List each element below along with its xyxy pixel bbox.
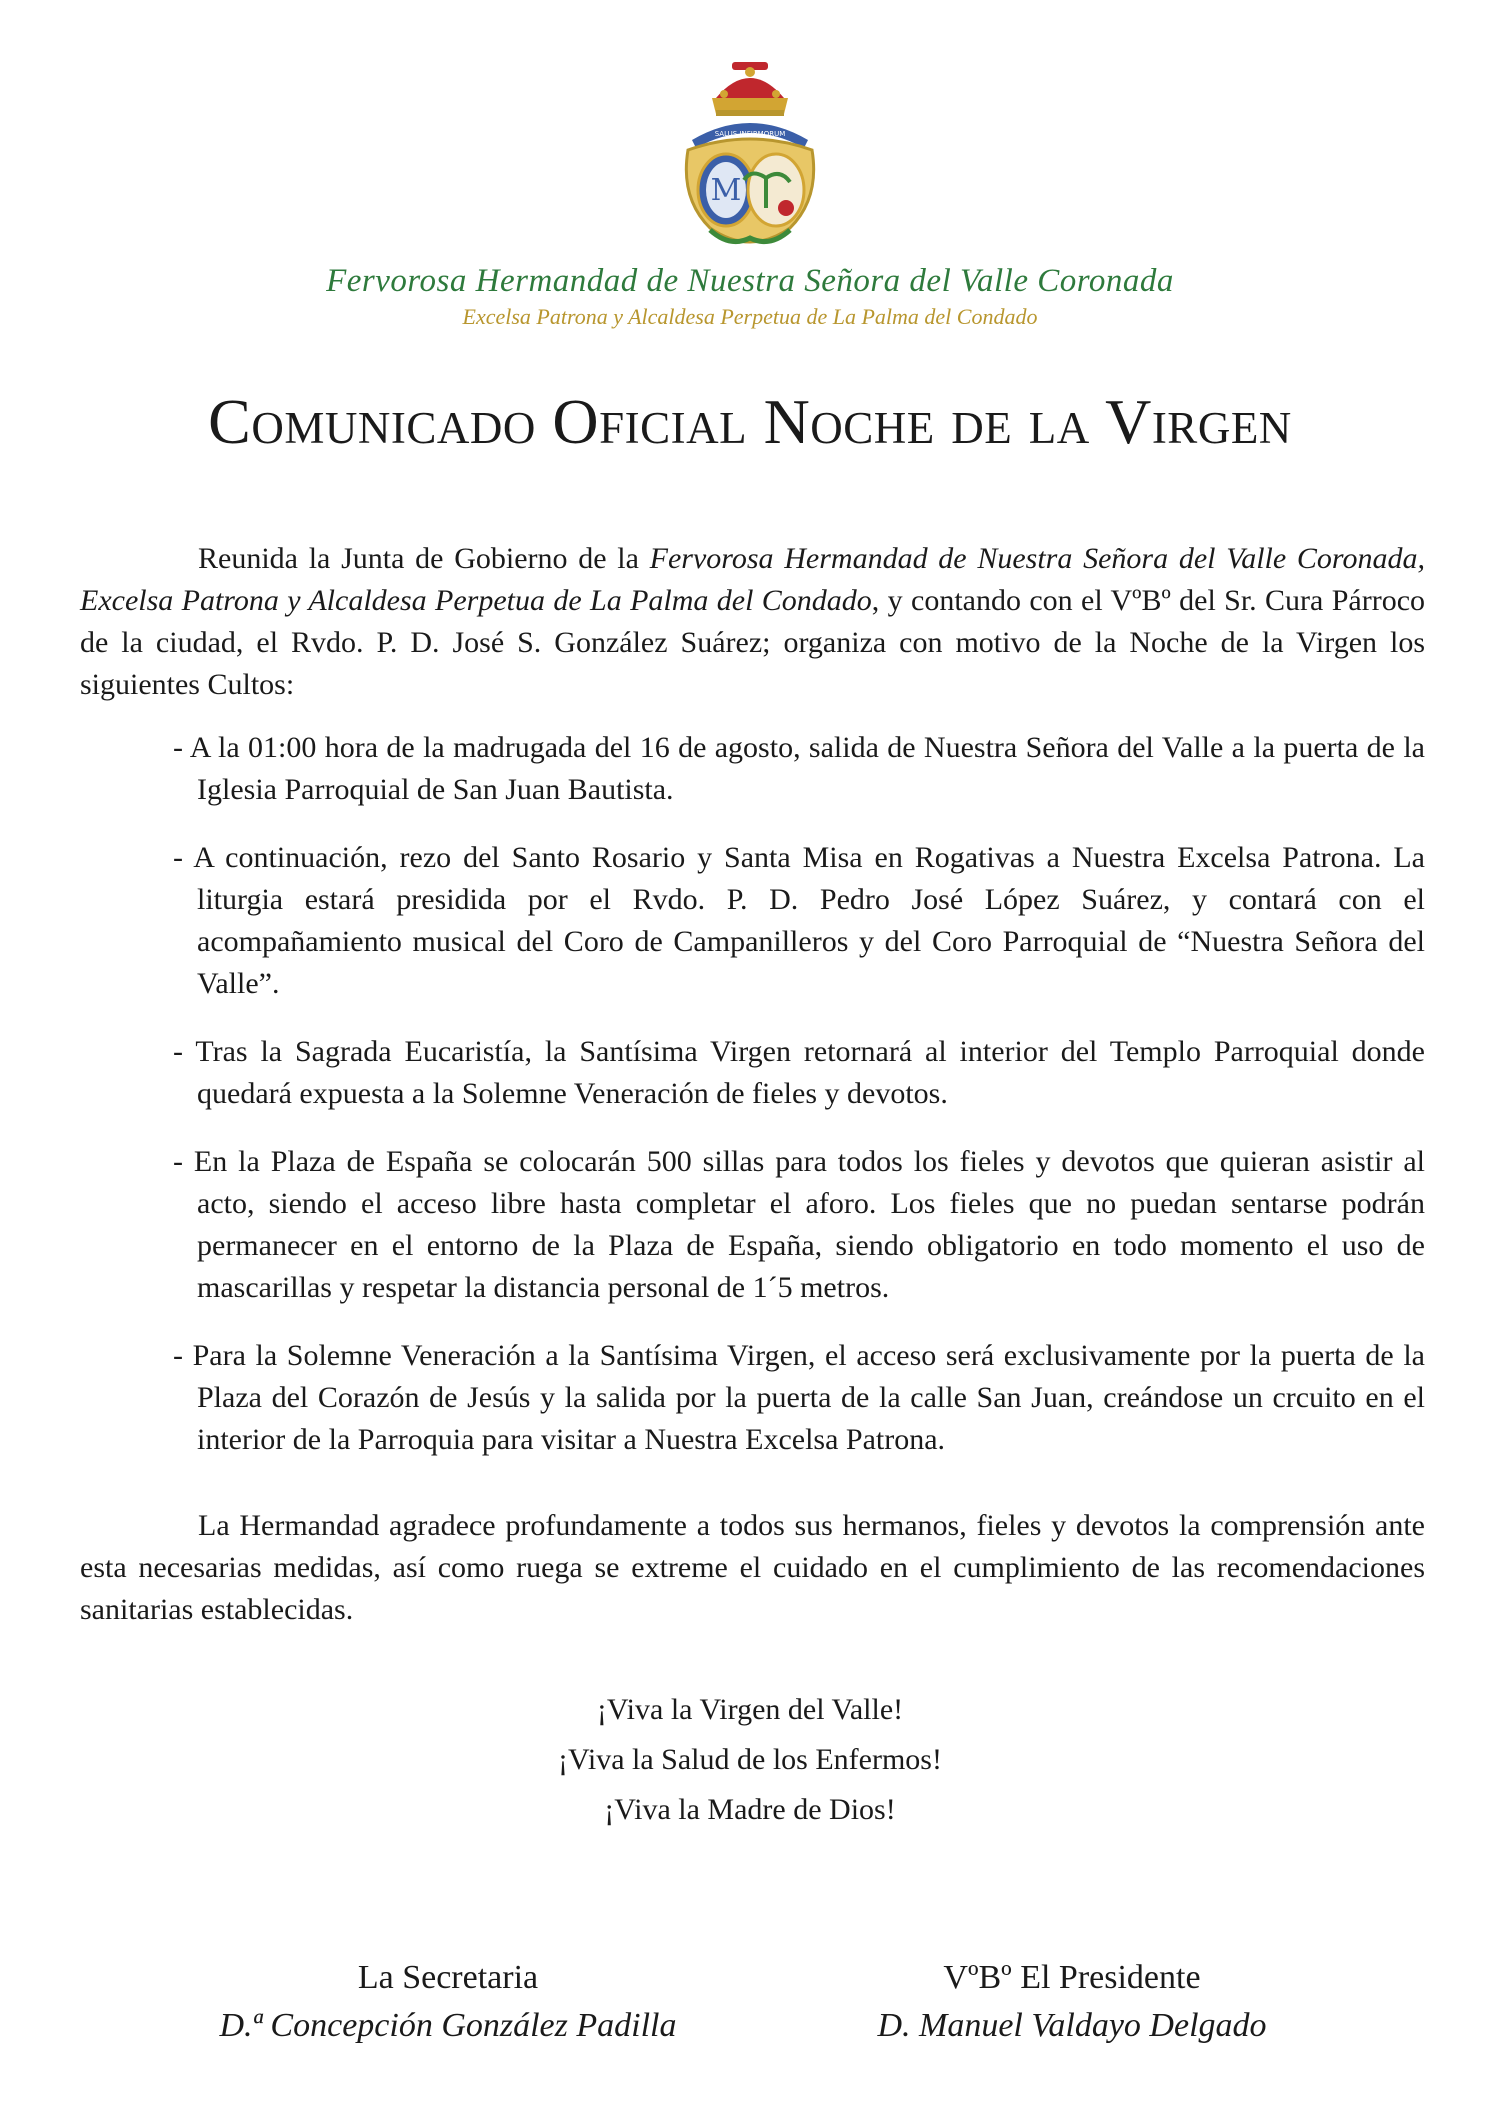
viva-line: ¡Viva la Madre de Dios! [604, 1793, 896, 1826]
list-item: - Para la Solemne Veneración a la Santísima Virgen, el acceso será exclusivamente por la puerta de la Plaza del Corazón de Jesús y la salida por la puerta de la calle San Juan, creándose un crcuito en el interior de la Parroquia para visitar a Nuestra Excelsa Patrona. [173, 1339, 1425, 1456]
viva-line: ¡Viva la Salud de los Enfermos! [558, 1743, 942, 1776]
intro-paragraph [80, 538, 1425, 706]
svg-text:M: M [710, 173, 742, 208]
list-item: - A la 01:00 hora de la madrugada del 16 de agosto, salida de Nuestra Señora del Valle a la puerta de la Iglesia Parroquial de San Juan Bautista. [173, 731, 1425, 806]
crest-icon [640, 58, 860, 258]
cultos-list [173, 727, 1425, 1487]
list-item: - En la Plaza de España se colocarán 500 sillas para todos los fieles y devotos que quieran asistir al acto, siendo el acceso libre hasta completar el aforo. Los fieles que no puedan sentarse podrán permanecer en el entorno de la Plaza de España, siendo obligatorio en todo momento el uso de mascarillas y respetar la distancia personal de 1´5 metros. [173, 1145, 1425, 1304]
brand-subtitle: Excelsa Patrona y Alcaldesa Perpetua de La Palma del Condado [462, 304, 1038, 329]
vivas-block [0, 1685, 1500, 1835]
closing-paragraph: La Hermandad agradece profundamente a todos sus hermanos, fieles y devotos la comprensión ante esta necesarias medidas, así como ruega se extreme el cuidado en el cumplimiento de las recomendaciones sanitarias establecidas. [80, 1509, 1425, 1626]
intro-text-1: Reunida la Junta de Gobierno de la [198, 542, 650, 575]
page-title: Comunicado Oficial Noche de la Virgen [208, 386, 1292, 457]
brand-name: Fervorosa Hermandad de Nuestra Señora del Valle Coronada [326, 263, 1174, 299]
signature-secretary [168, 1955, 728, 2051]
crown-icon [712, 62, 788, 116]
list-item: - Tras la Sagrada Eucaristía, la Santísima Virgen retornará al interior del Templo Parroquial donde quedará expuesta a la Solemne Veneración de fieles y devotos. [173, 1035, 1425, 1110]
list-item: - A continuación, rezo del Santo Rosario y Santa Misa en Rogativas a Nuestra Excelsa Patrona. La liturgia estará presidida por el Rvdo. P. D. Pedro José López Suárez, y contará con el acompañamiento musical del Coro de Campanilleros y del Coro Parroquial de “Nuestra Señora del Valle”. [173, 841, 1425, 1000]
intro-italic: Fervorosa Hermandad de Nuestra Señora del Valle Coronada, Excelsa Patrona y Alcaldesa Perpetua de La Palma del Condado [80, 542, 1425, 617]
ribbon-text: SALUS INFIRMORUM [714, 130, 786, 138]
signature-role: La Secretaria [357, 1959, 539, 1996]
signature-name: D. Manuel Valdayo Delgado [877, 2007, 1267, 2044]
signature-name: D.ª Concepción González Padilla [219, 2007, 677, 2044]
signature-president [792, 1955, 1352, 2051]
intro-text-2: , y contando con el VºBº del Sr. Cura Párroco de la ciudad, el Rvdo. P. D. José S. González Suárez; organiza con motivo de la Noche de la Virgen los siguientes Cultos: [80, 584, 1426, 701]
signature-role: VºBº El Presidente [943, 1959, 1201, 1996]
viva-line: ¡Viva la Virgen del Valle! [596, 1693, 904, 1726]
